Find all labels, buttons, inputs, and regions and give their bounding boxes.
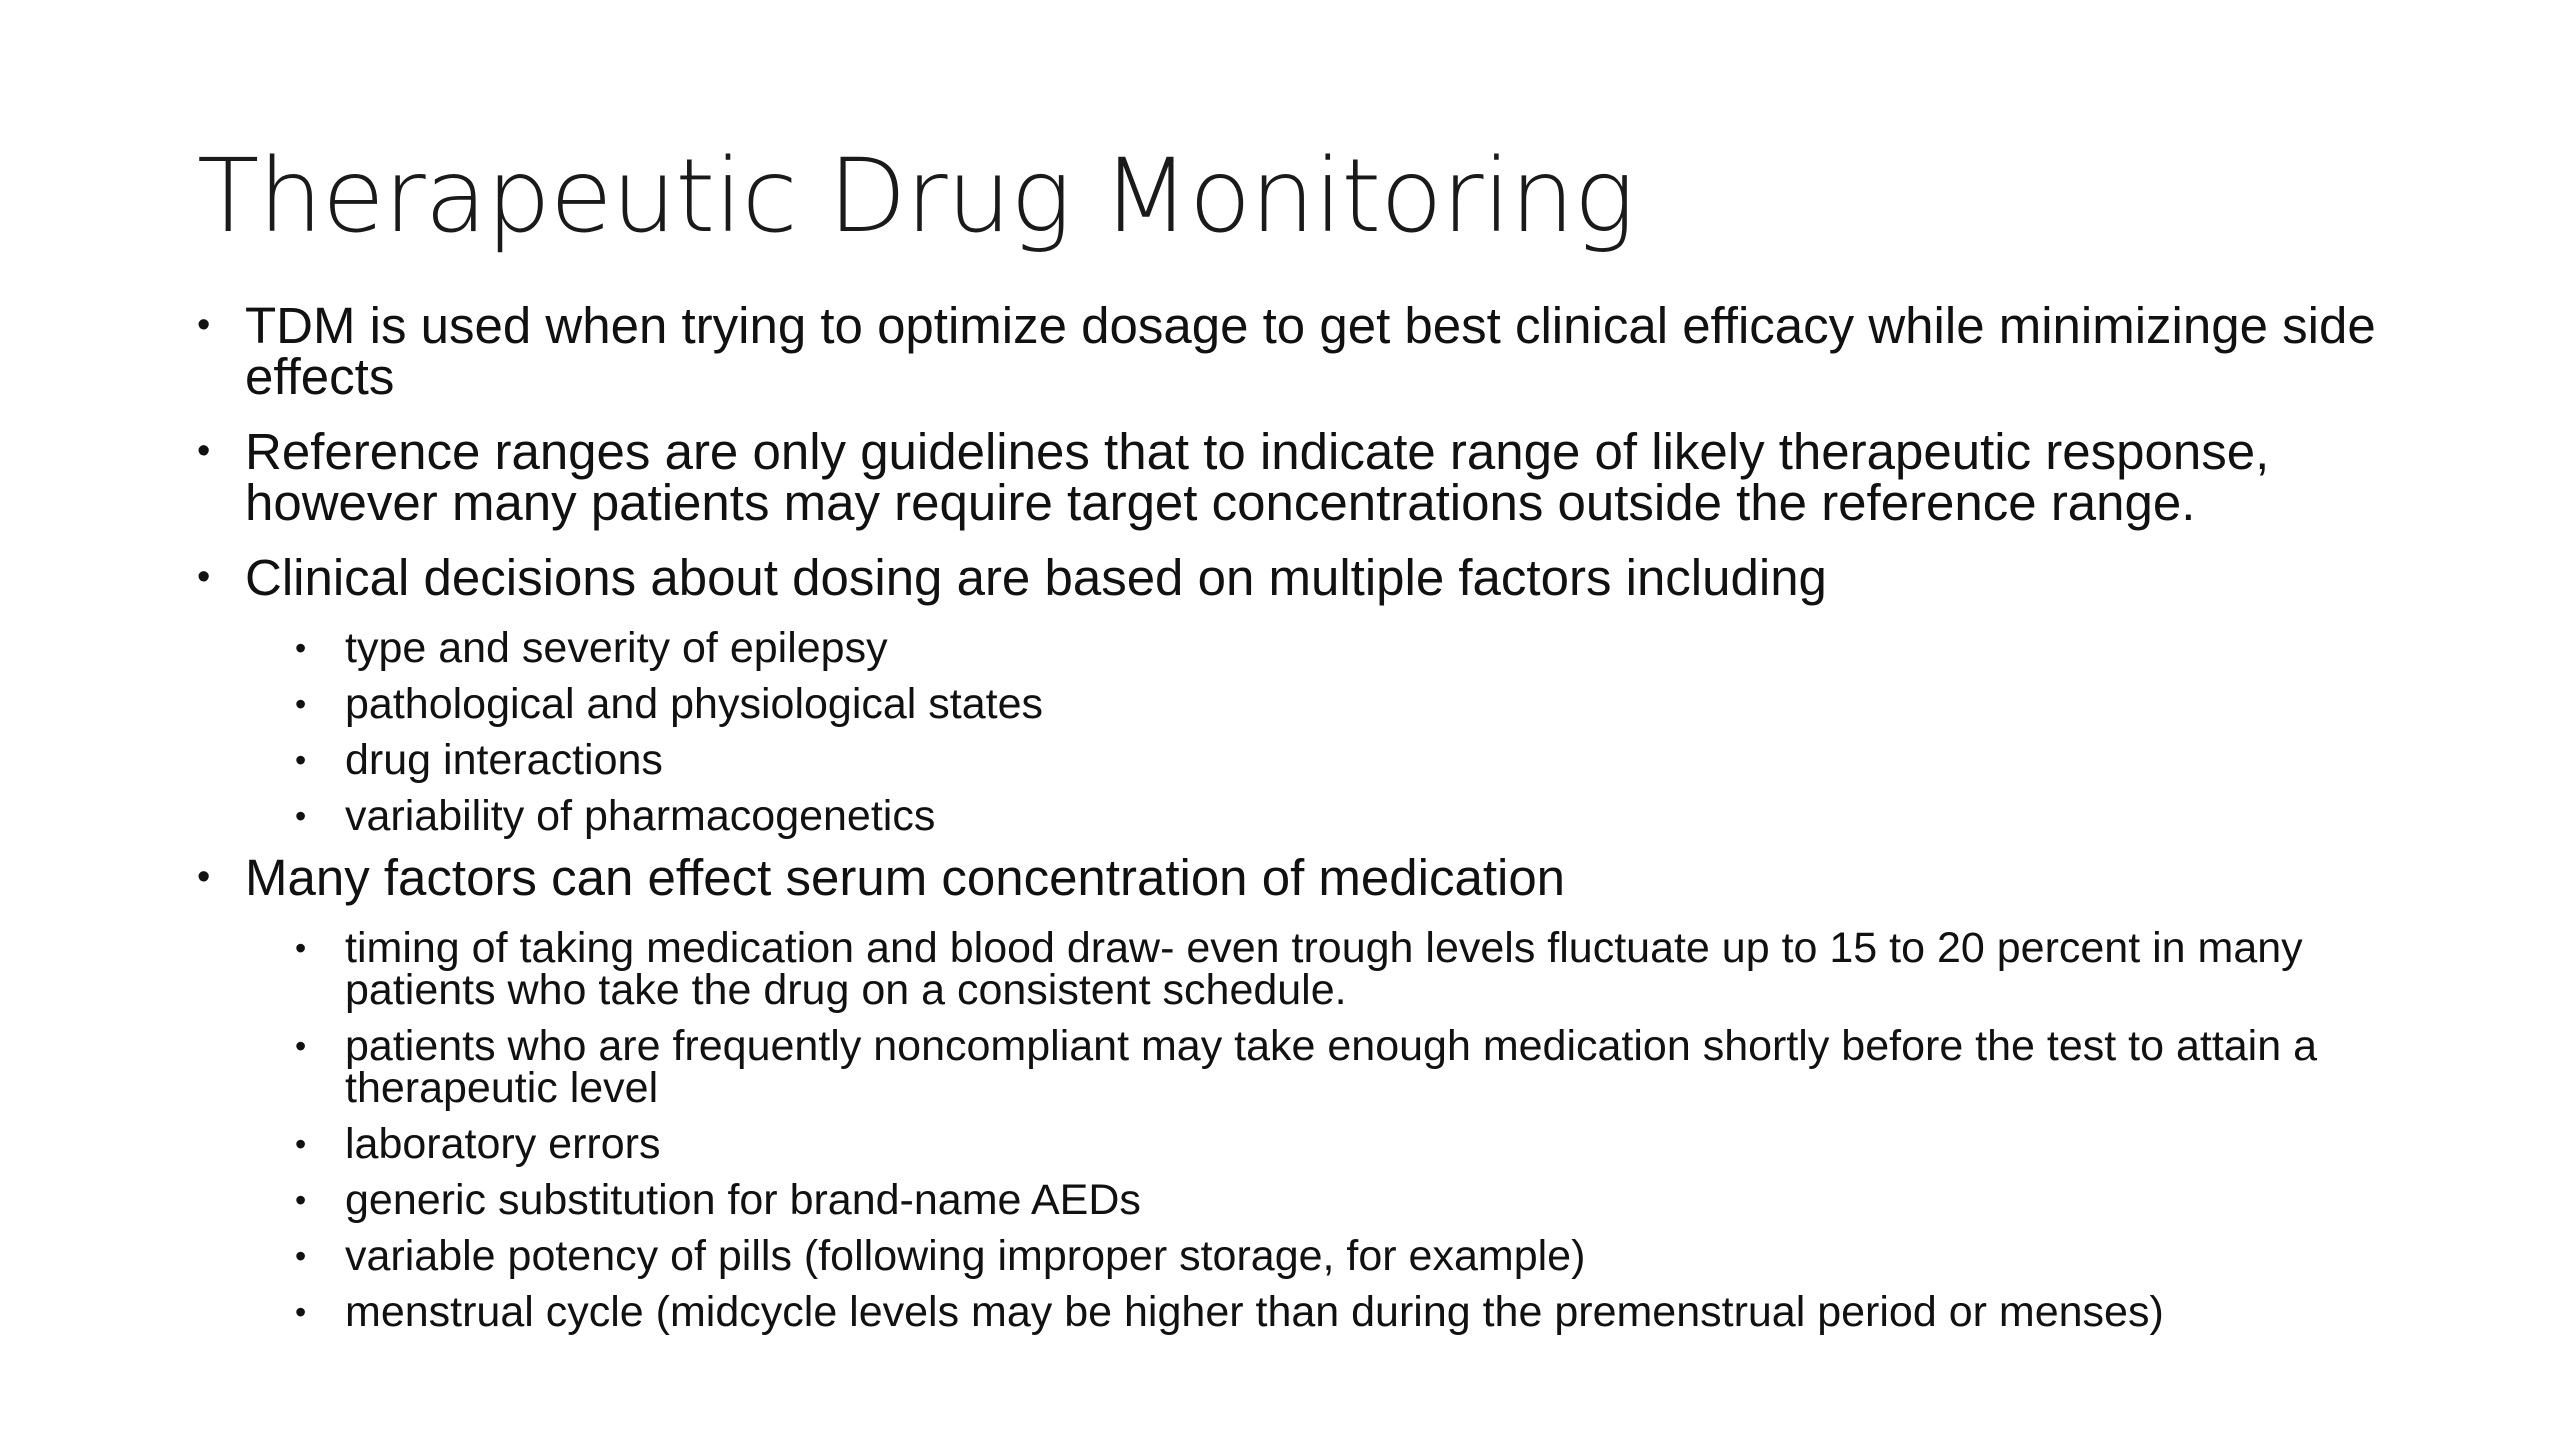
bullet-item (197, 549, 2437, 606)
sub-bullet-item (295, 624, 2437, 672)
bullet-dot-icon: • (295, 1027, 307, 1064)
sub-bullet-item (295, 736, 2437, 785)
sub-bullet-item (295, 1232, 2437, 1281)
bullet-dot-icon: • (295, 686, 307, 723)
bullet-item (197, 848, 2437, 906)
sub-bullet-text: patients who are frequently noncompliant may take enough medication shortly before the test to attain a therapeutic level (345, 1021, 2318, 1112)
sub-list-container (197, 923, 2437, 1337)
sub-bullet-text: variability of pharmacogenetics (345, 792, 936, 841)
sub-list-container (197, 624, 2437, 841)
bullet-item (197, 423, 2437, 531)
slide-title: Therapeutic Drug Monitoring (197, 137, 1634, 256)
sub-bullet-list (197, 923, 2437, 1337)
sub-bullet-item (295, 1120, 2437, 1168)
sub-bullet-item (295, 680, 2437, 729)
sub-bullet-text: pathological and physiological states (345, 680, 1044, 729)
bullet-dot-icon: • (197, 304, 211, 346)
sub-bullet-list (197, 624, 2437, 841)
bullet-text: Many factors can effect serum concentration of medication (245, 848, 1566, 906)
bullet-dot-icon: • (197, 556, 211, 598)
bullet-text: Reference ranges are only guidelines that to indicate range of likely therapeutic response, however many patients may require target concentrations outside the reference range. (245, 423, 2270, 531)
bullet-text: Clinical decisions about dosing are based on multiple factors including (245, 549, 1827, 606)
sub-bullet-text: laboratory errors (345, 1120, 661, 1168)
bullet-item (197, 297, 2437, 405)
bullet-dot-icon: • (295, 1238, 307, 1275)
sub-bullet-text: variable potency of pills (following improper storage, for example) (345, 1232, 1586, 1281)
sub-bullet-text: type and severity of epilepsy (345, 624, 888, 672)
bullet-dot-icon: • (295, 798, 307, 835)
bullet-dot-icon: • (295, 1182, 307, 1219)
bullet-list (197, 297, 2437, 1337)
bullet-dot-icon: • (295, 929, 307, 966)
bullet-dot-icon: • (295, 1126, 307, 1162)
sub-bullet-item (295, 1288, 2437, 1337)
bullet-dot-icon: • (197, 855, 211, 898)
bullet-dot-icon: • (295, 742, 307, 779)
sub-bullet-item (295, 923, 2437, 1014)
sub-bullet-item (295, 1176, 2437, 1225)
bullet-dot-icon: • (197, 430, 211, 472)
bullet-dot-icon: • (295, 630, 307, 666)
bullet-dot-icon: • (295, 1294, 307, 1331)
sub-bullet-item (295, 1021, 2437, 1112)
sub-bullet-text: menstrual cycle (midcycle levels may be higher than during the premenstrual period or menses) (345, 1288, 2164, 1337)
sub-bullet-text: drug interactions (345, 736, 663, 785)
slide-body (197, 297, 2437, 1348)
sub-bullet-item (295, 792, 2437, 841)
sub-bullet-text: generic substitution for brand-name AEDs (345, 1176, 1141, 1225)
bullet-text: TDM is used when trying to optimize dosage to get best clinical efficacy while minimizinge side effects (245, 297, 2376, 405)
sub-bullet-text: timing of taking medication and blood draw- even trough levels fluctuate up to 15 to 20 percent in many patients who take the drug on a consistent schedule. (345, 923, 2303, 1014)
